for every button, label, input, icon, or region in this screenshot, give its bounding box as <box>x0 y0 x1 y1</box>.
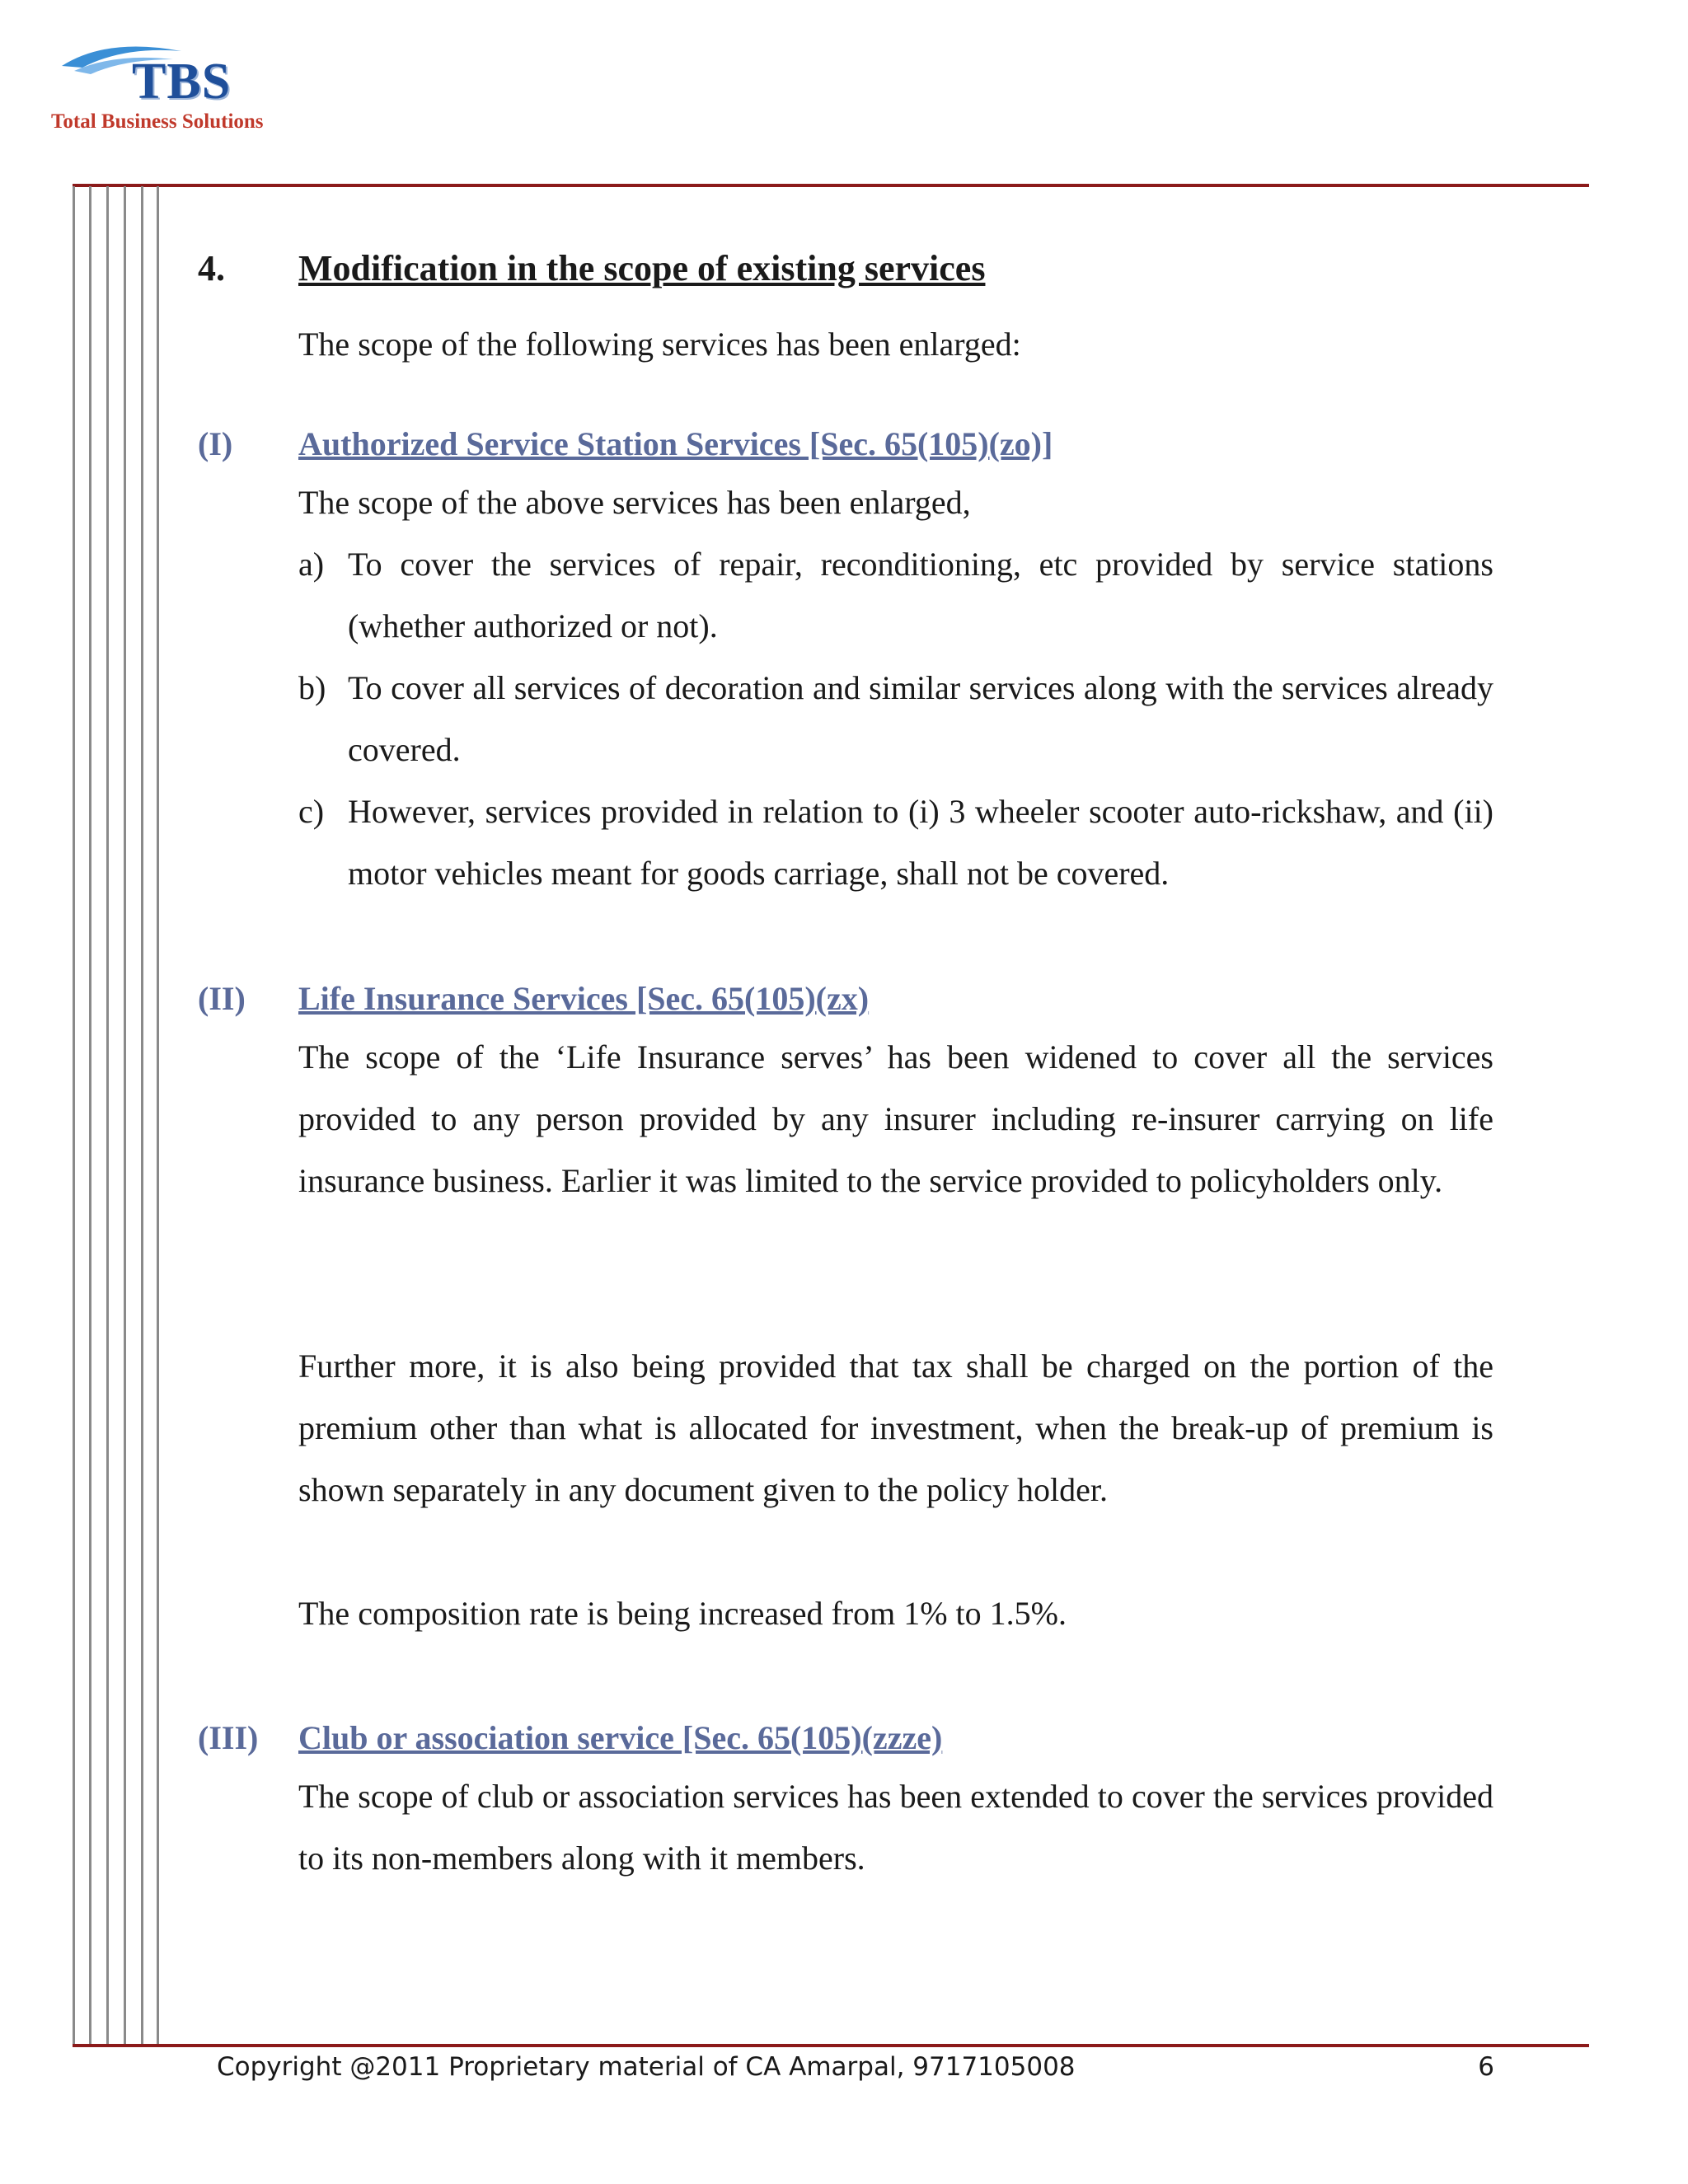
subsection-title: Life Insurance Services [Sec. 65(105)(zx) <box>298 980 870 1017</box>
subsection-title: Authorized Service Station Services [Sec. 65(105)(zo)] <box>298 425 1053 462</box>
list-text: To cover the services of repair, reconditioning, etc provided by service stations (whether authorized or not). <box>348 546 1493 644</box>
company-logo <box>49 40 346 138</box>
subsection-title: Club or association service [Sec. 65(105)(zzze) <box>298 1719 943 1756</box>
list-text: However, services provided in relation to (i) 3 wheeler scooter auto-rickshaw, and (ii) motor vehicles meant for goods carriage, shall not be covered. <box>348 793 1493 892</box>
list-marker: a) <box>298 546 325 583</box>
subsection-label: (II) <box>198 980 246 1017</box>
list-marker: c) <box>298 793 325 830</box>
subsection-intro: The scope of the above services has been enlarged, <box>298 484 971 521</box>
bottom-divider <box>73 2044 1589 2047</box>
section-number: 4. <box>198 248 225 288</box>
margin-line <box>89 186 91 2044</box>
logo-text: TBS <box>132 54 232 110</box>
margin-line <box>124 186 126 2044</box>
margin-line <box>141 186 143 2044</box>
top-divider <box>73 184 1589 187</box>
margin-line <box>157 186 159 2044</box>
paragraph: The scope of the ‘Life Insurance serves’ has been widened to cover all the services provided to any person provided by any insurer including re-insurer carrying on life insurance business. Earlier it was limited to the service provided to policyholders only. <box>298 1038 1493 1199</box>
list-item <box>298 533 1493 657</box>
subsection-label: (I) <box>198 425 233 462</box>
section-title: Modification in the scope of existing services <box>298 248 986 288</box>
subsection-label: (III) <box>198 1719 259 1756</box>
page-number: 6 <box>1478 2052 1494 2082</box>
list-text: To cover all services of decoration and similar services along with the services already covered. <box>348 669 1493 768</box>
list-marker: b) <box>298 669 326 706</box>
list-item <box>298 780 1493 904</box>
margin-line <box>106 186 109 2044</box>
paragraph: The scope of club or association services has been extended to cover the services provided to its non-members along with it members. <box>298 1778 1493 1877</box>
logo-subtitle: Total Business Solutions <box>51 110 264 133</box>
copyright-text: Copyright @2011 Proprietary material of CA Amarpal, 9717105008 <box>217 2052 1076 2082</box>
section-intro: The scope of the following services has been enlarged: <box>298 326 1021 363</box>
page-footer <box>217 2052 1494 2082</box>
paragraph: Further more, it is also being provided that tax shall be charged on the portion of the premium other than what is allocated for investment, when the break-up of premium is shown separately in any document given to the policy holder. <box>298 1347 1493 1508</box>
list-item <box>298 657 1493 780</box>
paragraph: The composition rate is being increased from 1% to 1.5%. <box>298 1595 1067 1632</box>
margin-line <box>73 186 75 2044</box>
